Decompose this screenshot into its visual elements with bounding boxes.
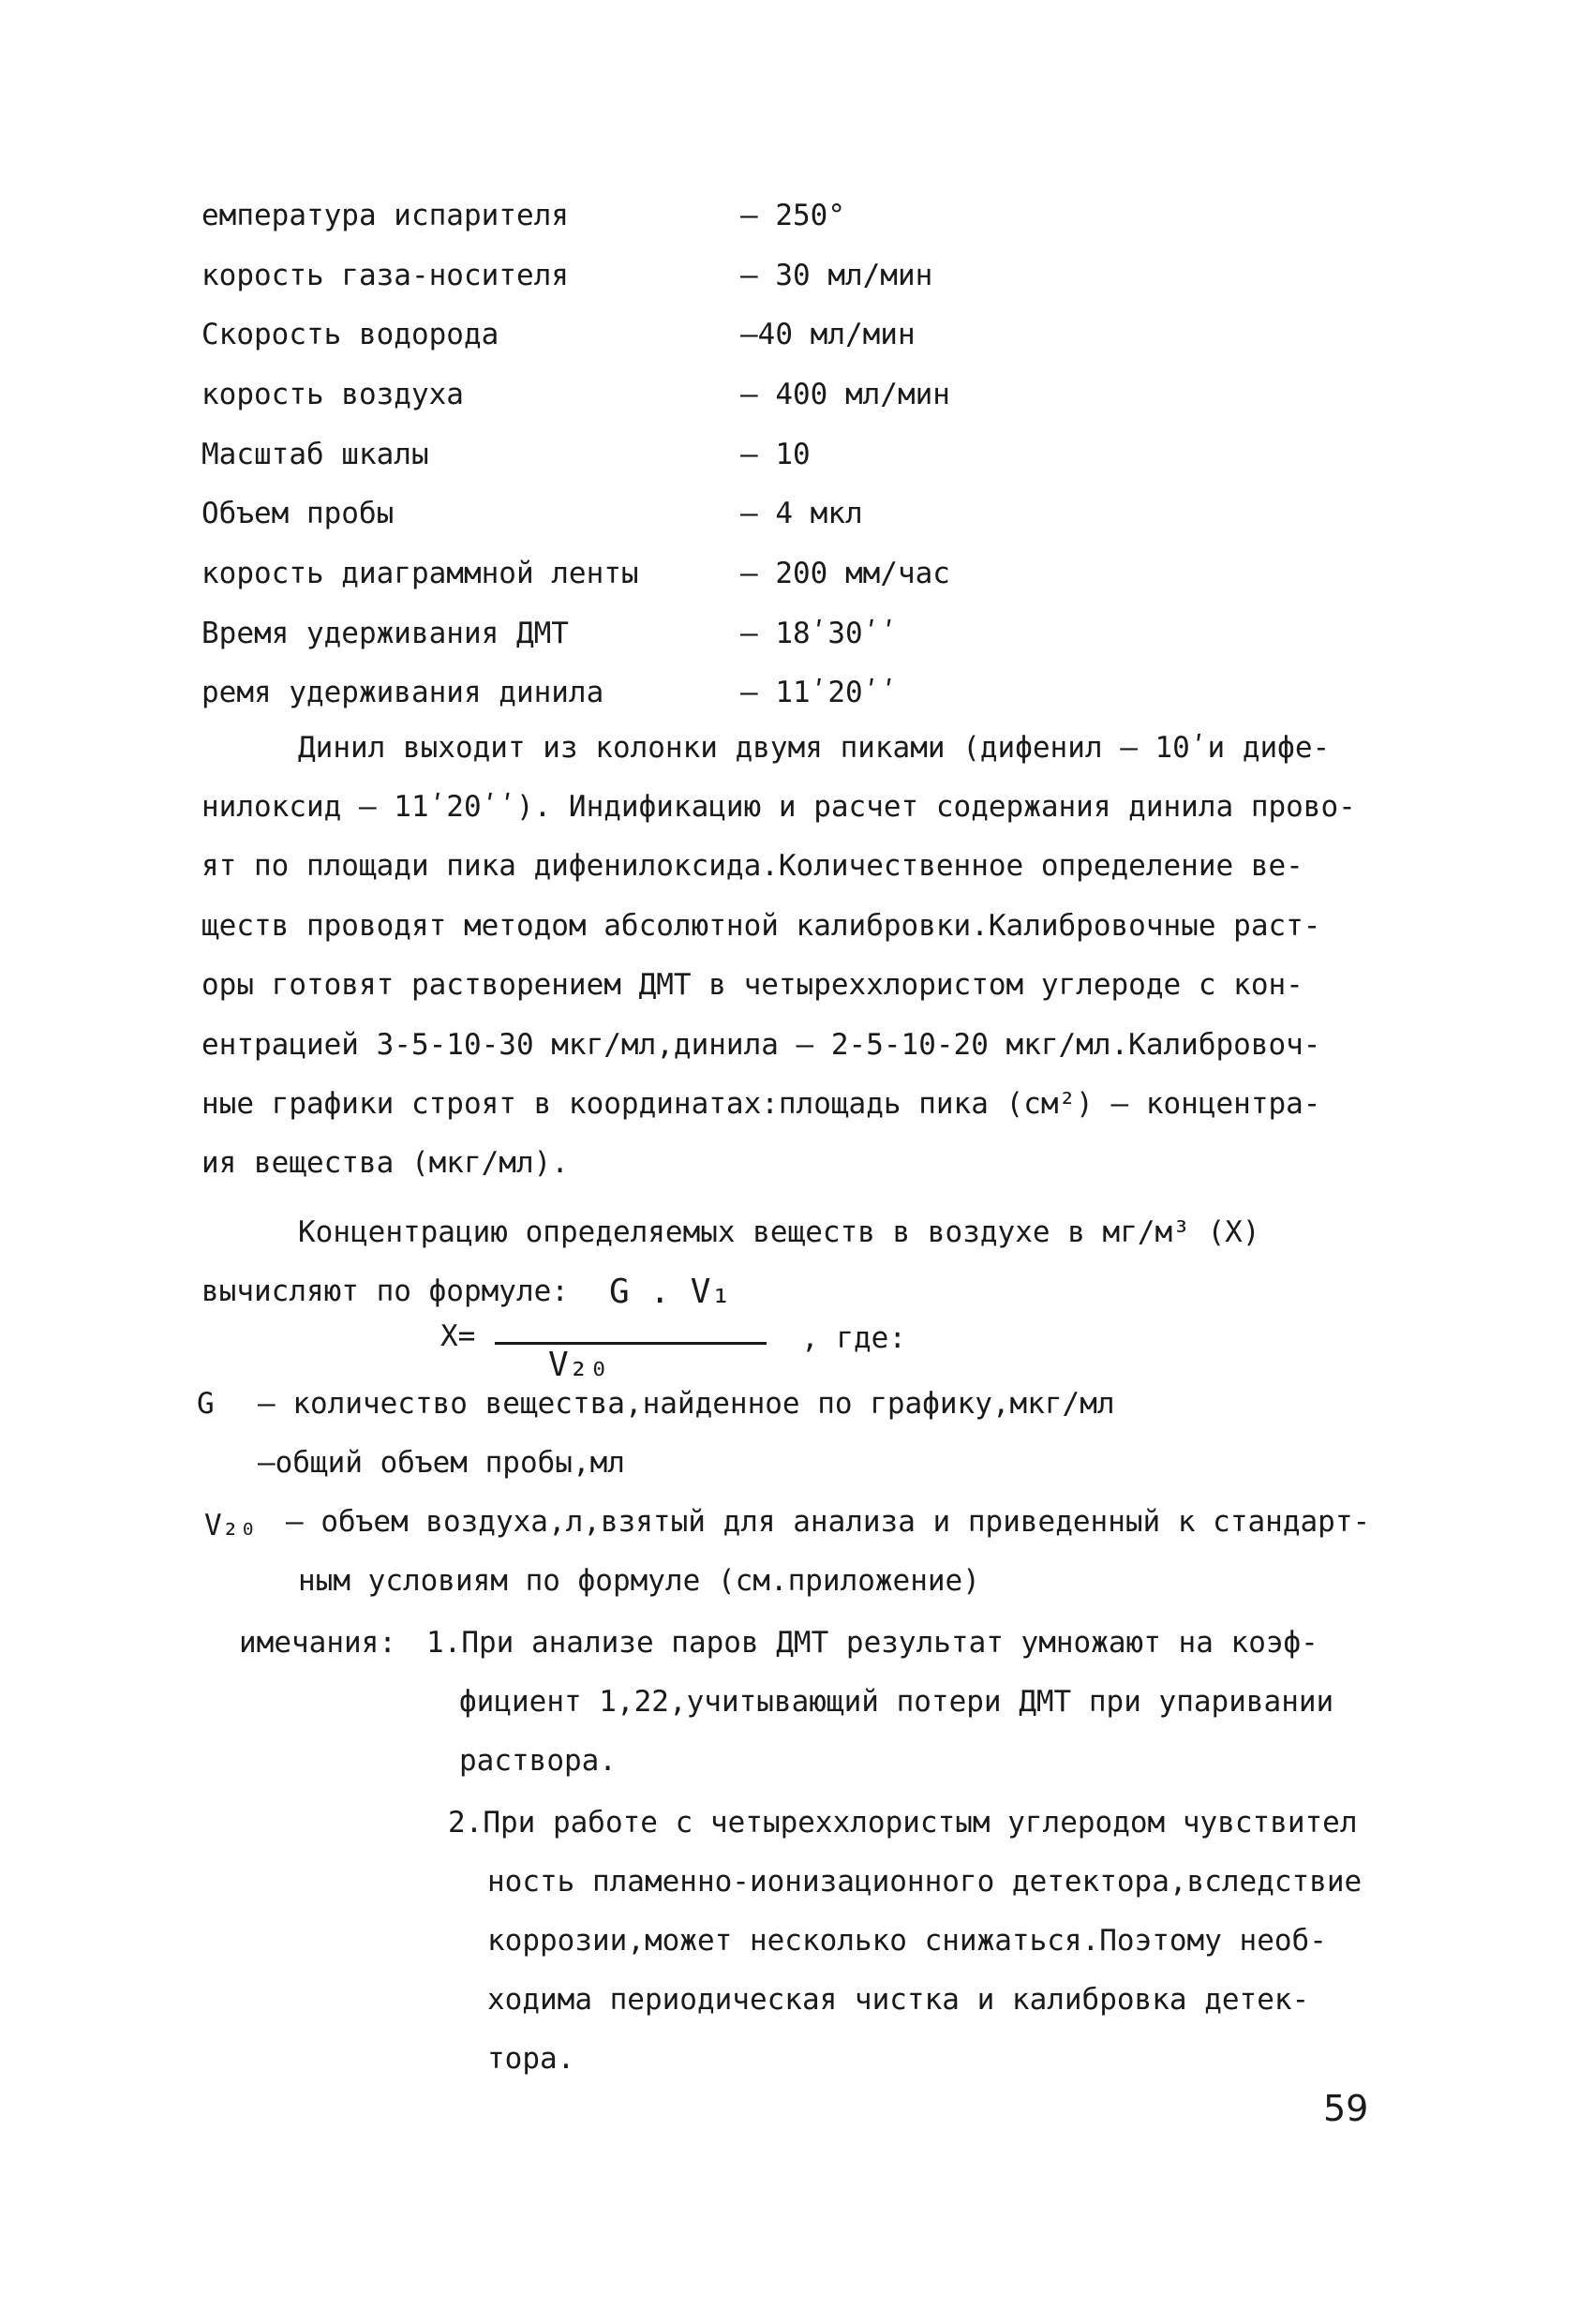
note-line: 1.При анализе паров ДМТ результат умножают на коэф- [426,1626,1318,1660]
param-name: корость диаграммной ленты [201,556,639,590]
note-line: фициент 1,22,учитывающий потери ДМТ при упаривании [459,1685,1334,1719]
paragraph-line: ия вещества (мкг/мл). [201,1146,569,1180]
definition-symbol: G [197,1387,215,1421]
chromatography-parameters [201,186,1326,723]
param-value: – 30 мл/мин [740,258,933,292]
formula-numerator: G . V₁ [609,1273,732,1311]
paragraph-line: ные графики строят в координатах:площадь пика (см²) – концентра- [201,1087,1321,1121]
param-name: корость газа-носителя [201,258,569,292]
note-line: ность пламенно-ионизационного детектора,вследствие [487,1865,1363,1899]
formula-where: , где: [801,1321,906,1355]
param-row [201,544,1326,603]
param-value: – 10 [740,437,811,471]
param-row [201,365,1326,425]
param-row [201,246,1326,305]
formula-lhs: Х= [440,1319,476,1353]
param-value: – 4 мкл [740,497,863,531]
param-row [201,186,1326,246]
formula-denominator: V₂₀ [548,1346,610,1384]
paragraph-line: нилоксид – 11ʹ20ʹʹ). Индификацию и расчет содержания динила прово- [201,790,1356,824]
param-name: Время удерживания ДМТ [201,616,569,650]
param-row [201,305,1326,365]
paragraph-line: ят по площади пика дифенилоксида.Количественное определение ве- [201,849,1304,883]
param-name: Объем пробы [201,497,395,531]
param-name: Масштаб шкалы [201,437,429,471]
definition-text: –общий объем пробы,мл [258,1446,625,1480]
note-line: коррозии,может несколько снижаться.Поэтому необ- [487,1924,1327,1958]
definition-text: – количество вещества,найденное по графику,мкг/мл [258,1387,1115,1421]
note-line: 2.При работе с четыреххлористым углеродом чувствител [448,1806,1358,1840]
note-line: раствора. [459,1744,617,1778]
param-row [201,425,1326,484]
param-name: Скорость водорода [201,318,499,352]
definition-text: – объем воздуха,л,взятый для анализа и приведенный к стандарт- [286,1505,1371,1539]
definition-symbol: V₂₀ [204,1509,257,1542]
param-value: – 400 мл/мин [740,377,950,411]
param-value: – 250° [740,198,845,232]
paragraph-line: Динил выходит из колонки двумя пиками (дифенил – 10ʹи дифе- [298,731,1331,765]
param-row [201,484,1326,544]
fraction-bar [495,1342,767,1345]
paragraph-line: оры готовят растворением ДМТ в четыреххлористом углероде с кон- [201,968,1304,1002]
param-value: –40 мл/мин [740,318,916,352]
param-value: – 18ʹ30ʹʹ [740,616,898,650]
concentration-formula [440,1254,928,1384]
definition-text: ным условиям по формуле (см.приложение) [298,1564,980,1598]
paragraph-line: Концентрацию определяемых веществ в воздухе в мг/м³ (Х) [298,1215,1260,1249]
notes-label: имечания: [239,1626,396,1660]
paragraph-line: ществ проводят методом абсолютной калибровки.Калибровочные раст- [201,909,1321,943]
param-value: – 11ʹ20ʹʹ [740,676,898,710]
paragraph-line: ентрацией 3-5-10-30 мкг/мл,динила – 2-5-10-20 мкг/мл.Калибровоч- [201,1028,1321,1062]
note-line: ходима периодическая чистка и калибровка детек- [487,1983,1310,2017]
param-row [201,663,1326,723]
page-number: 59 [1323,2088,1369,2129]
param-name: емпература испарителя [201,198,569,232]
paragraph-line: вычисляют по формуле: [201,1274,569,1308]
param-value: – 200 мм/час [740,556,950,590]
param-name: корость воздуха [201,377,464,411]
param-row [201,603,1326,663]
note-line: тора. [487,2042,575,2076]
param-name: ремя удерживания динила [201,676,604,710]
